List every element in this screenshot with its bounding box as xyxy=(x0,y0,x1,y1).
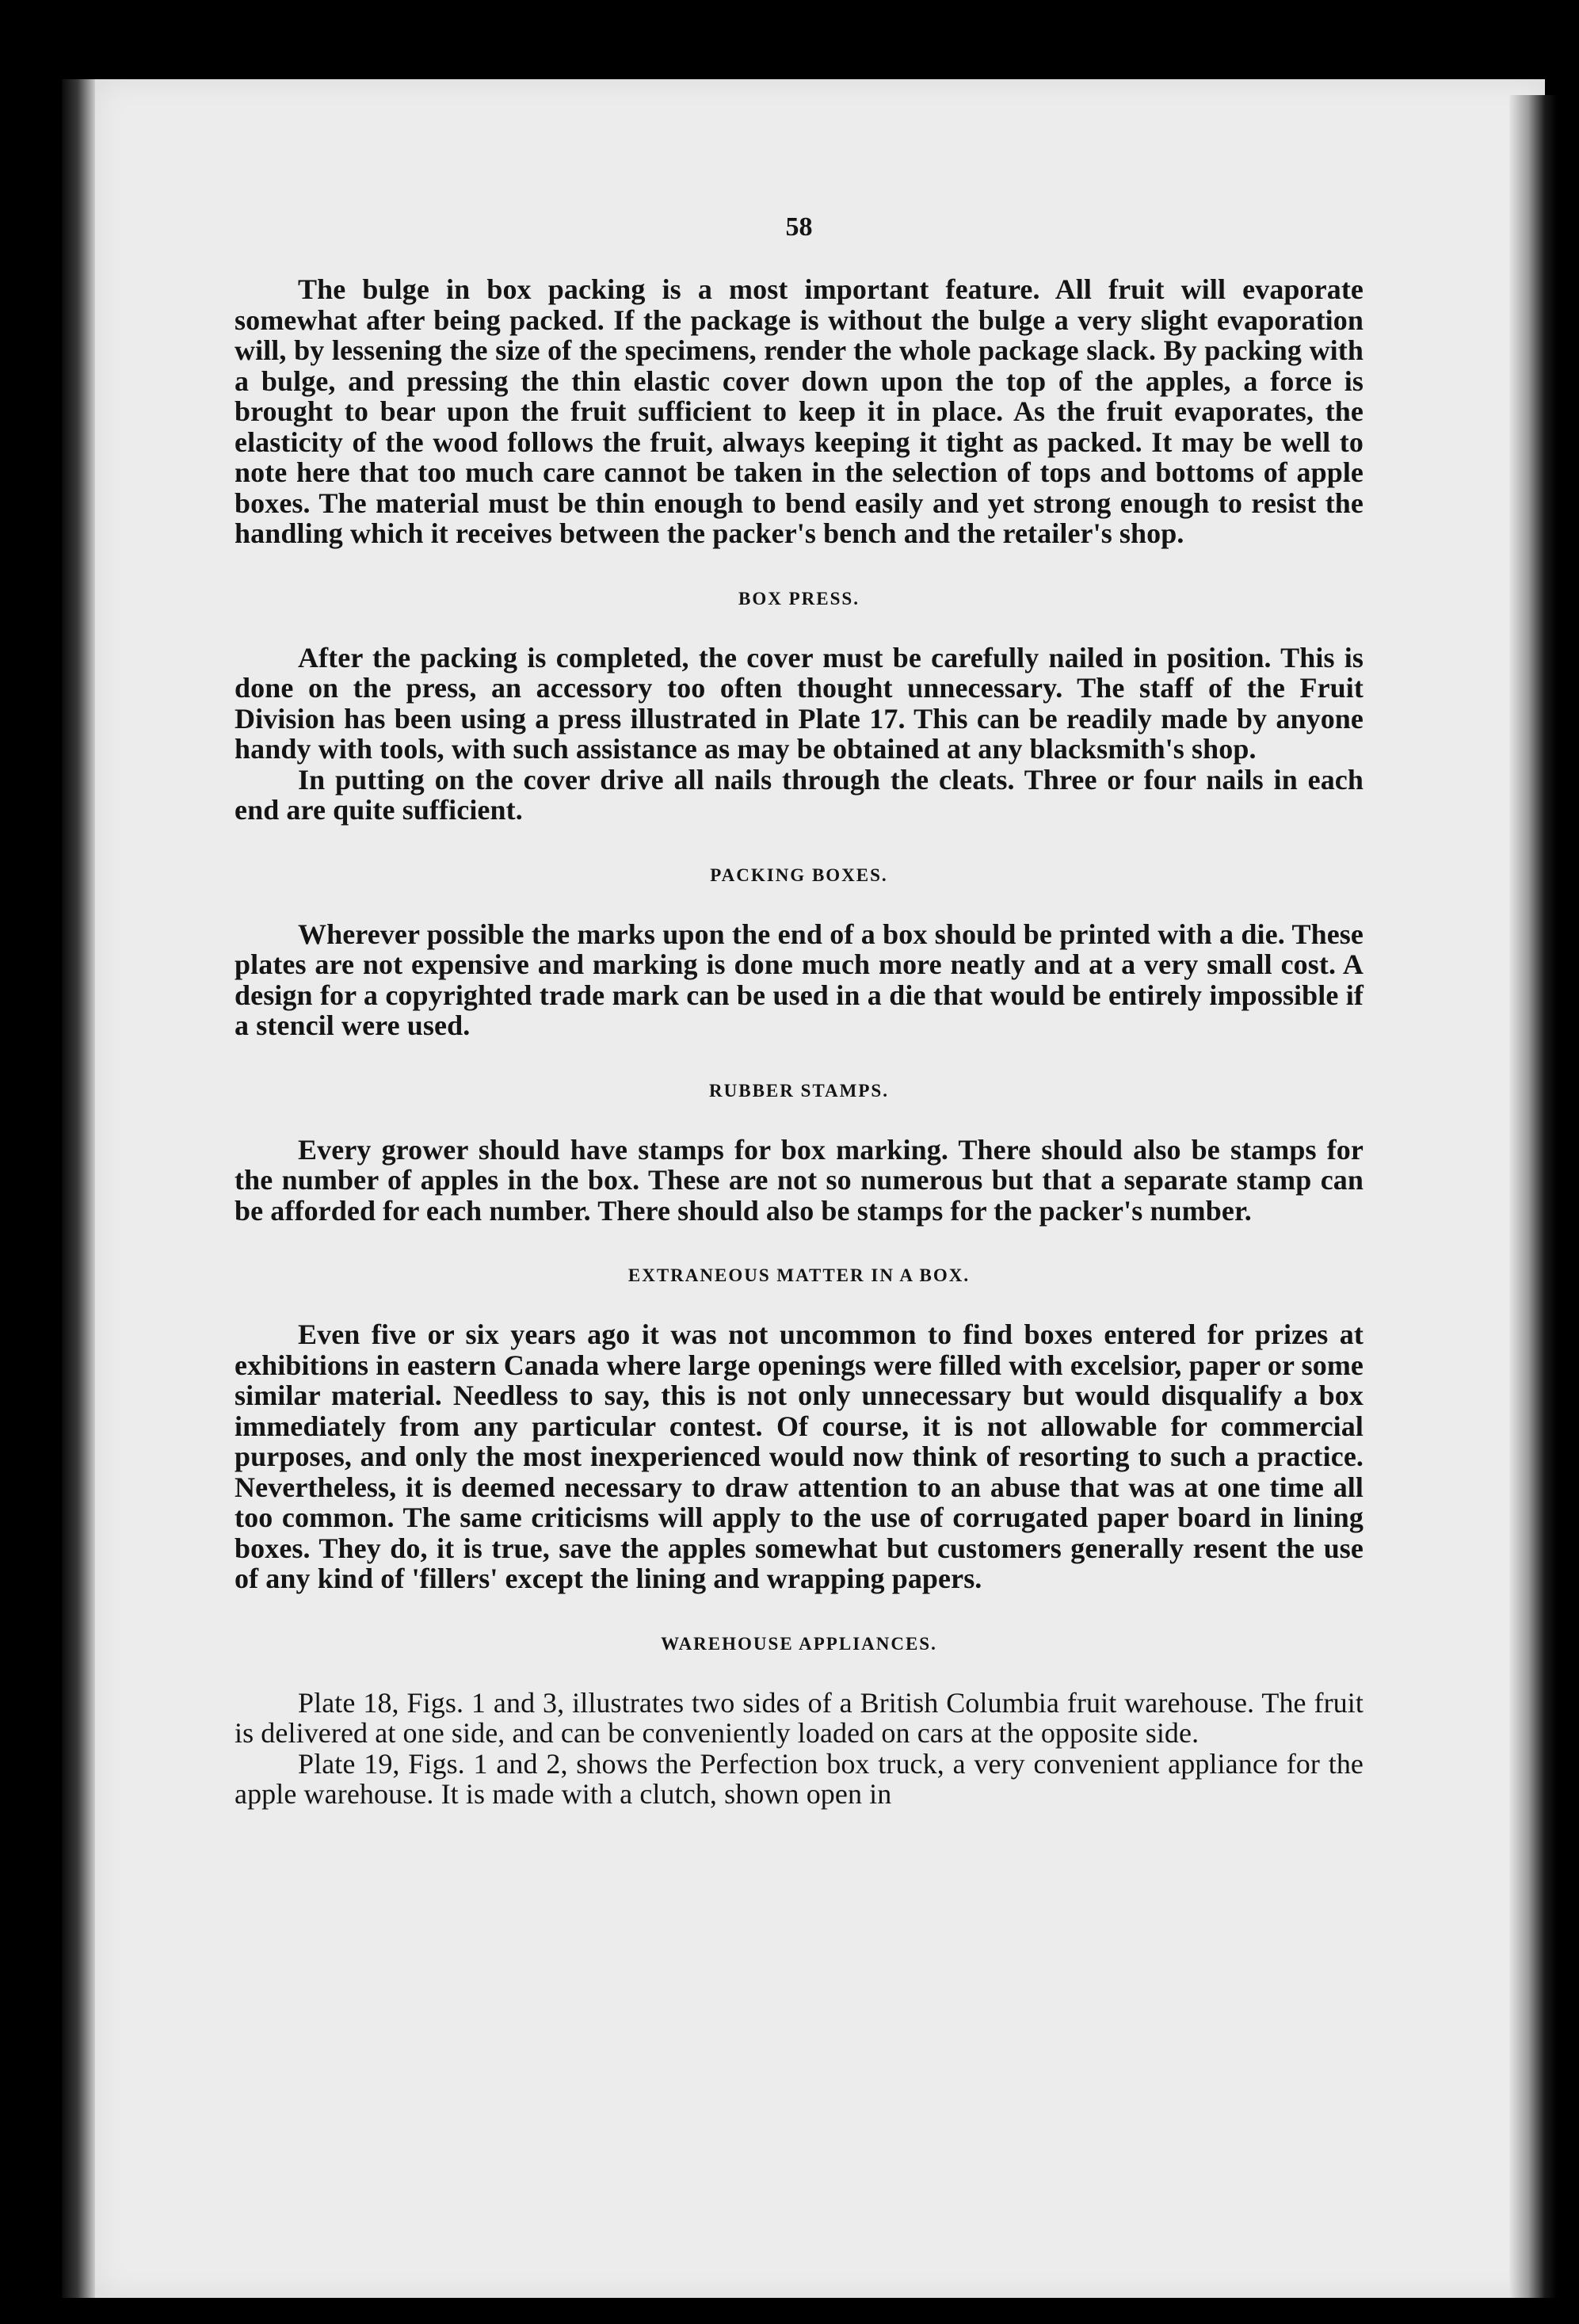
paragraph: Even five or six years ago it was not uncommon to find boxes entered for prizes at exhibitions in eastern Canada where large openings were filled with excelsior, paper or some similar material. Needless to say, this is not only unnecessary but would disqualify a box immediately from any particular contest. Of course, it is not allowable for commercial purposes, and only the most inexperienced would now think of resorting to such a practice. Nevertheless, it is deemed necessary to draw attention to an abuse that was at one time all too common. The same criticisms will apply to the use of corrugated paper board in lining boxes. They do, it is true, save the apples somewhat but customers generally resent the use of any kind of 'fillers' except the lining and wrapping papers. xyxy=(235,1318,1364,1594)
section-packing-boxes xyxy=(235,865,1364,1041)
section-bulge xyxy=(235,274,1364,549)
paragraph: Plate 19, Figs. 1 and 2, shows the Perfection box truck, a very convenient appliance for the apple warehouse. It is made with a clutch, shown open in xyxy=(235,1747,1364,1810)
page-right-edge xyxy=(1509,95,1557,2298)
section-heading: BOX PRESS. xyxy=(738,588,860,609)
paragraph: After the packing is completed, the cover must be carefully nailed in position. This is done on the press, an accessory too often thought unnecessary. The staff of the Fruit Division has been using a press illustrated in Plate 17. This can be readily made by anyone handy with tools, with such assistance as may be obtained at any blacksmith's shop. xyxy=(235,641,1364,765)
section-heading: RUBBER STAMPS. xyxy=(709,1080,889,1101)
page-left-edge xyxy=(62,79,97,2298)
section-heading: PACKING BOXES. xyxy=(710,864,888,885)
paragraph: In putting on the cover drive all nails through the cleats. Three or four nails in each end are quite sufficient. xyxy=(235,763,1364,826)
page-number: 58 xyxy=(785,212,813,242)
section-extraneous-matter xyxy=(235,1265,1364,1594)
paragraph: The bulge in box packing is a most important feature. All fruit will evaporate somewhat after being packed. If the package is without the bulge a very slight evaporation will, by lessening the size of the specimens, render the whole package slack. By packing with a bulge, and pressing the thin elastic cover down upon the top of the apples, a force is brought to bear upon the fruit sufficient to keep it in place. As the fruit evaporates, the elasticity of the wood follows the fruit, always keeping it tight as packed. It may be well to note here that too much care cannot be taken in the selection of tops and bottoms of apple boxes. The material must be thin enough to bend easily and yet strong enough to resist the handling which it receives between the packer's bench and the retailer's shop. xyxy=(235,273,1364,549)
section-rubber-stamps xyxy=(235,1081,1364,1227)
section-warehouse-appliances xyxy=(235,1634,1364,1810)
section-box-press xyxy=(235,589,1364,826)
page-text xyxy=(235,198,1364,1810)
paragraph: Plate 18, Figs. 1 and 3, illustrates two sides of a British Columbia fruit warehouse. The fruit is delivered at one side, and can be conveniently loaded on cars at the opposite side. xyxy=(235,1686,1364,1749)
paragraph: Every grower should have stamps for box marking. There should also be stamps for the number of apples in the box. These are not so numerous but that a separate stamp can be afforded for each number. There should also be stamps for the packer's number. xyxy=(235,1133,1364,1227)
section-heading: EXTRANEOUS MATTER IN A BOX. xyxy=(627,1265,971,1285)
paragraph: Wherever possible the marks upon the end of a box should be printed with a die. These plates are not expensive and marking is done much more neatly and at a very small cost. A design for a copyrighted trade mark can be used in a die that would be entirely impossible if a stencil were used. xyxy=(235,918,1364,1041)
section-heading: WAREHOUSE APPLIANCES. xyxy=(661,1633,937,1654)
